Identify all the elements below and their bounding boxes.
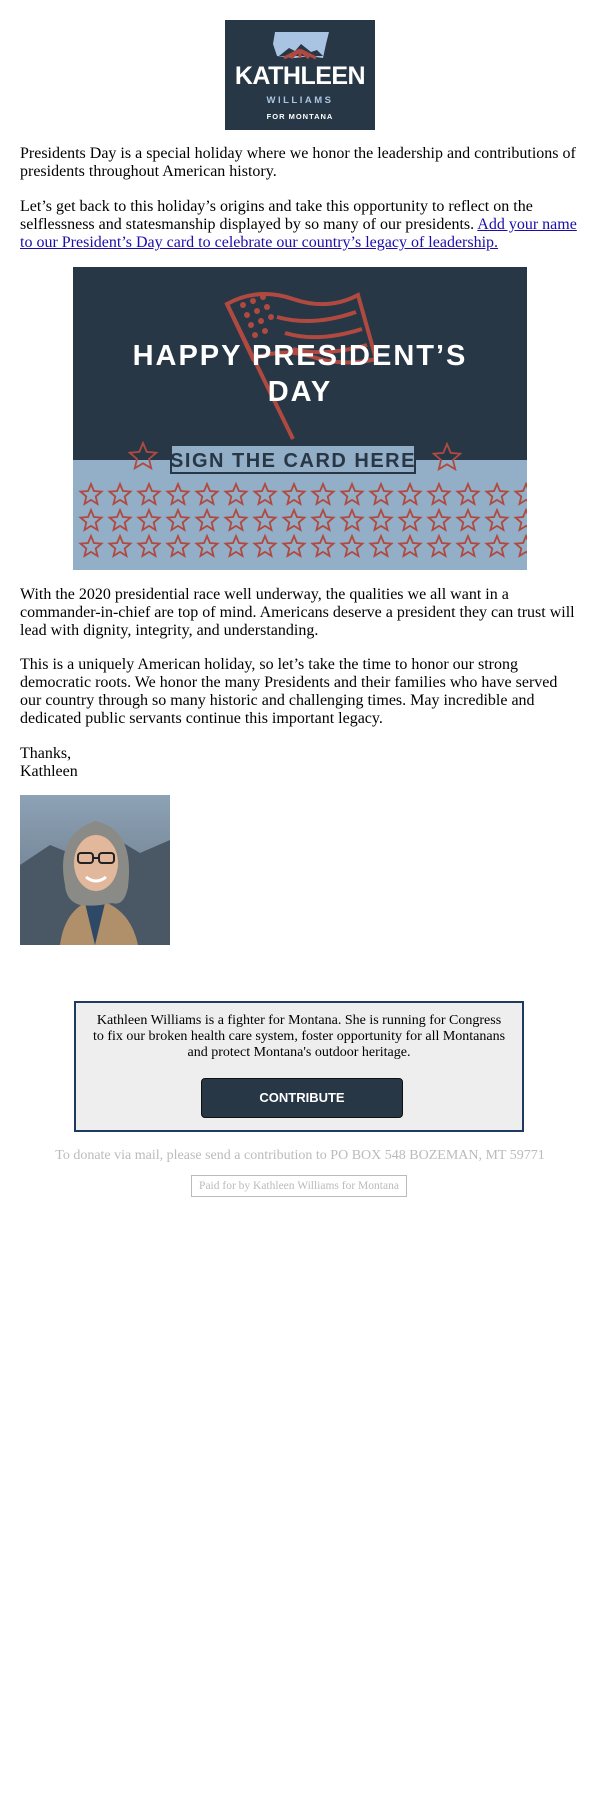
reflection-paragraph [20, 198, 580, 252]
banner-title-line2: DAY [267, 376, 333, 408]
logo-name: KATHLEEN [234, 62, 366, 90]
sign-card-button-label: SIGN THE CARD HERE [170, 450, 416, 472]
kathleen-photo [20, 795, 170, 945]
banner-title-line1: HAPPY PRESIDENT’S [132, 340, 468, 372]
contribute-button[interactable]: CONTRIBUTE [201, 1078, 403, 1118]
intro-paragraph: Presidents Day is a special holiday where we honor the leadership and contributions of presidents throughout American history. [20, 145, 576, 180]
logo-tagline: FOR MONTANA [266, 112, 334, 121]
candidate-blurb: Kathleen Williams is a fighter for Montana. She is running for Congress to fix our broken health care system, foster opportunity for all Montanans and protect Montana's outdoor heritage. [92, 1013, 506, 1060]
email-body [20, 20, 580, 1192]
logo-surname: WILLIAMS [266, 95, 334, 106]
signoff-thanks: Thanks, [20, 745, 72, 762]
signoff-name: Kathleen [20, 763, 78, 780]
mail-donation-note: To donate via mail, please send a contribution to PO BOX 548 BOZEMAN, MT 59771 [55, 1148, 545, 1163]
campaign-logo [225, 20, 375, 130]
paid-for-disclaimer: Paid for by Kathleen Williams for Montana [191, 1175, 407, 1197]
reflection-text: Let’s get back to this holiday’s origins and take this opportunity to reflect on the selflessness and statesmanship displayed by so many of our presidents. [20, 198, 533, 233]
presidents-day-banner[interactable] [73, 267, 527, 570]
race-paragraph: With the 2020 presidential race well underway, the qualities we all want in a commander-in-chief are top of mind. Americans deserve a president they can trust will lead with dignity, integrity, and understanding. [20, 586, 575, 639]
signoff [20, 745, 580, 781]
sign-card-link[interactable]: Add your name to our President’s Day card to celebrate our country’s legacy of leadership. [20, 216, 577, 251]
holiday-paragraph: This is a uniquely American holiday, so let’s take the time to honor our strong democratic roots. We honor the many Presidents and their families who have served our country through so many historic and challenging times. May incredible and dedicated public servants continue this important legacy. [20, 656, 558, 727]
contribute-box [74, 1001, 524, 1132]
